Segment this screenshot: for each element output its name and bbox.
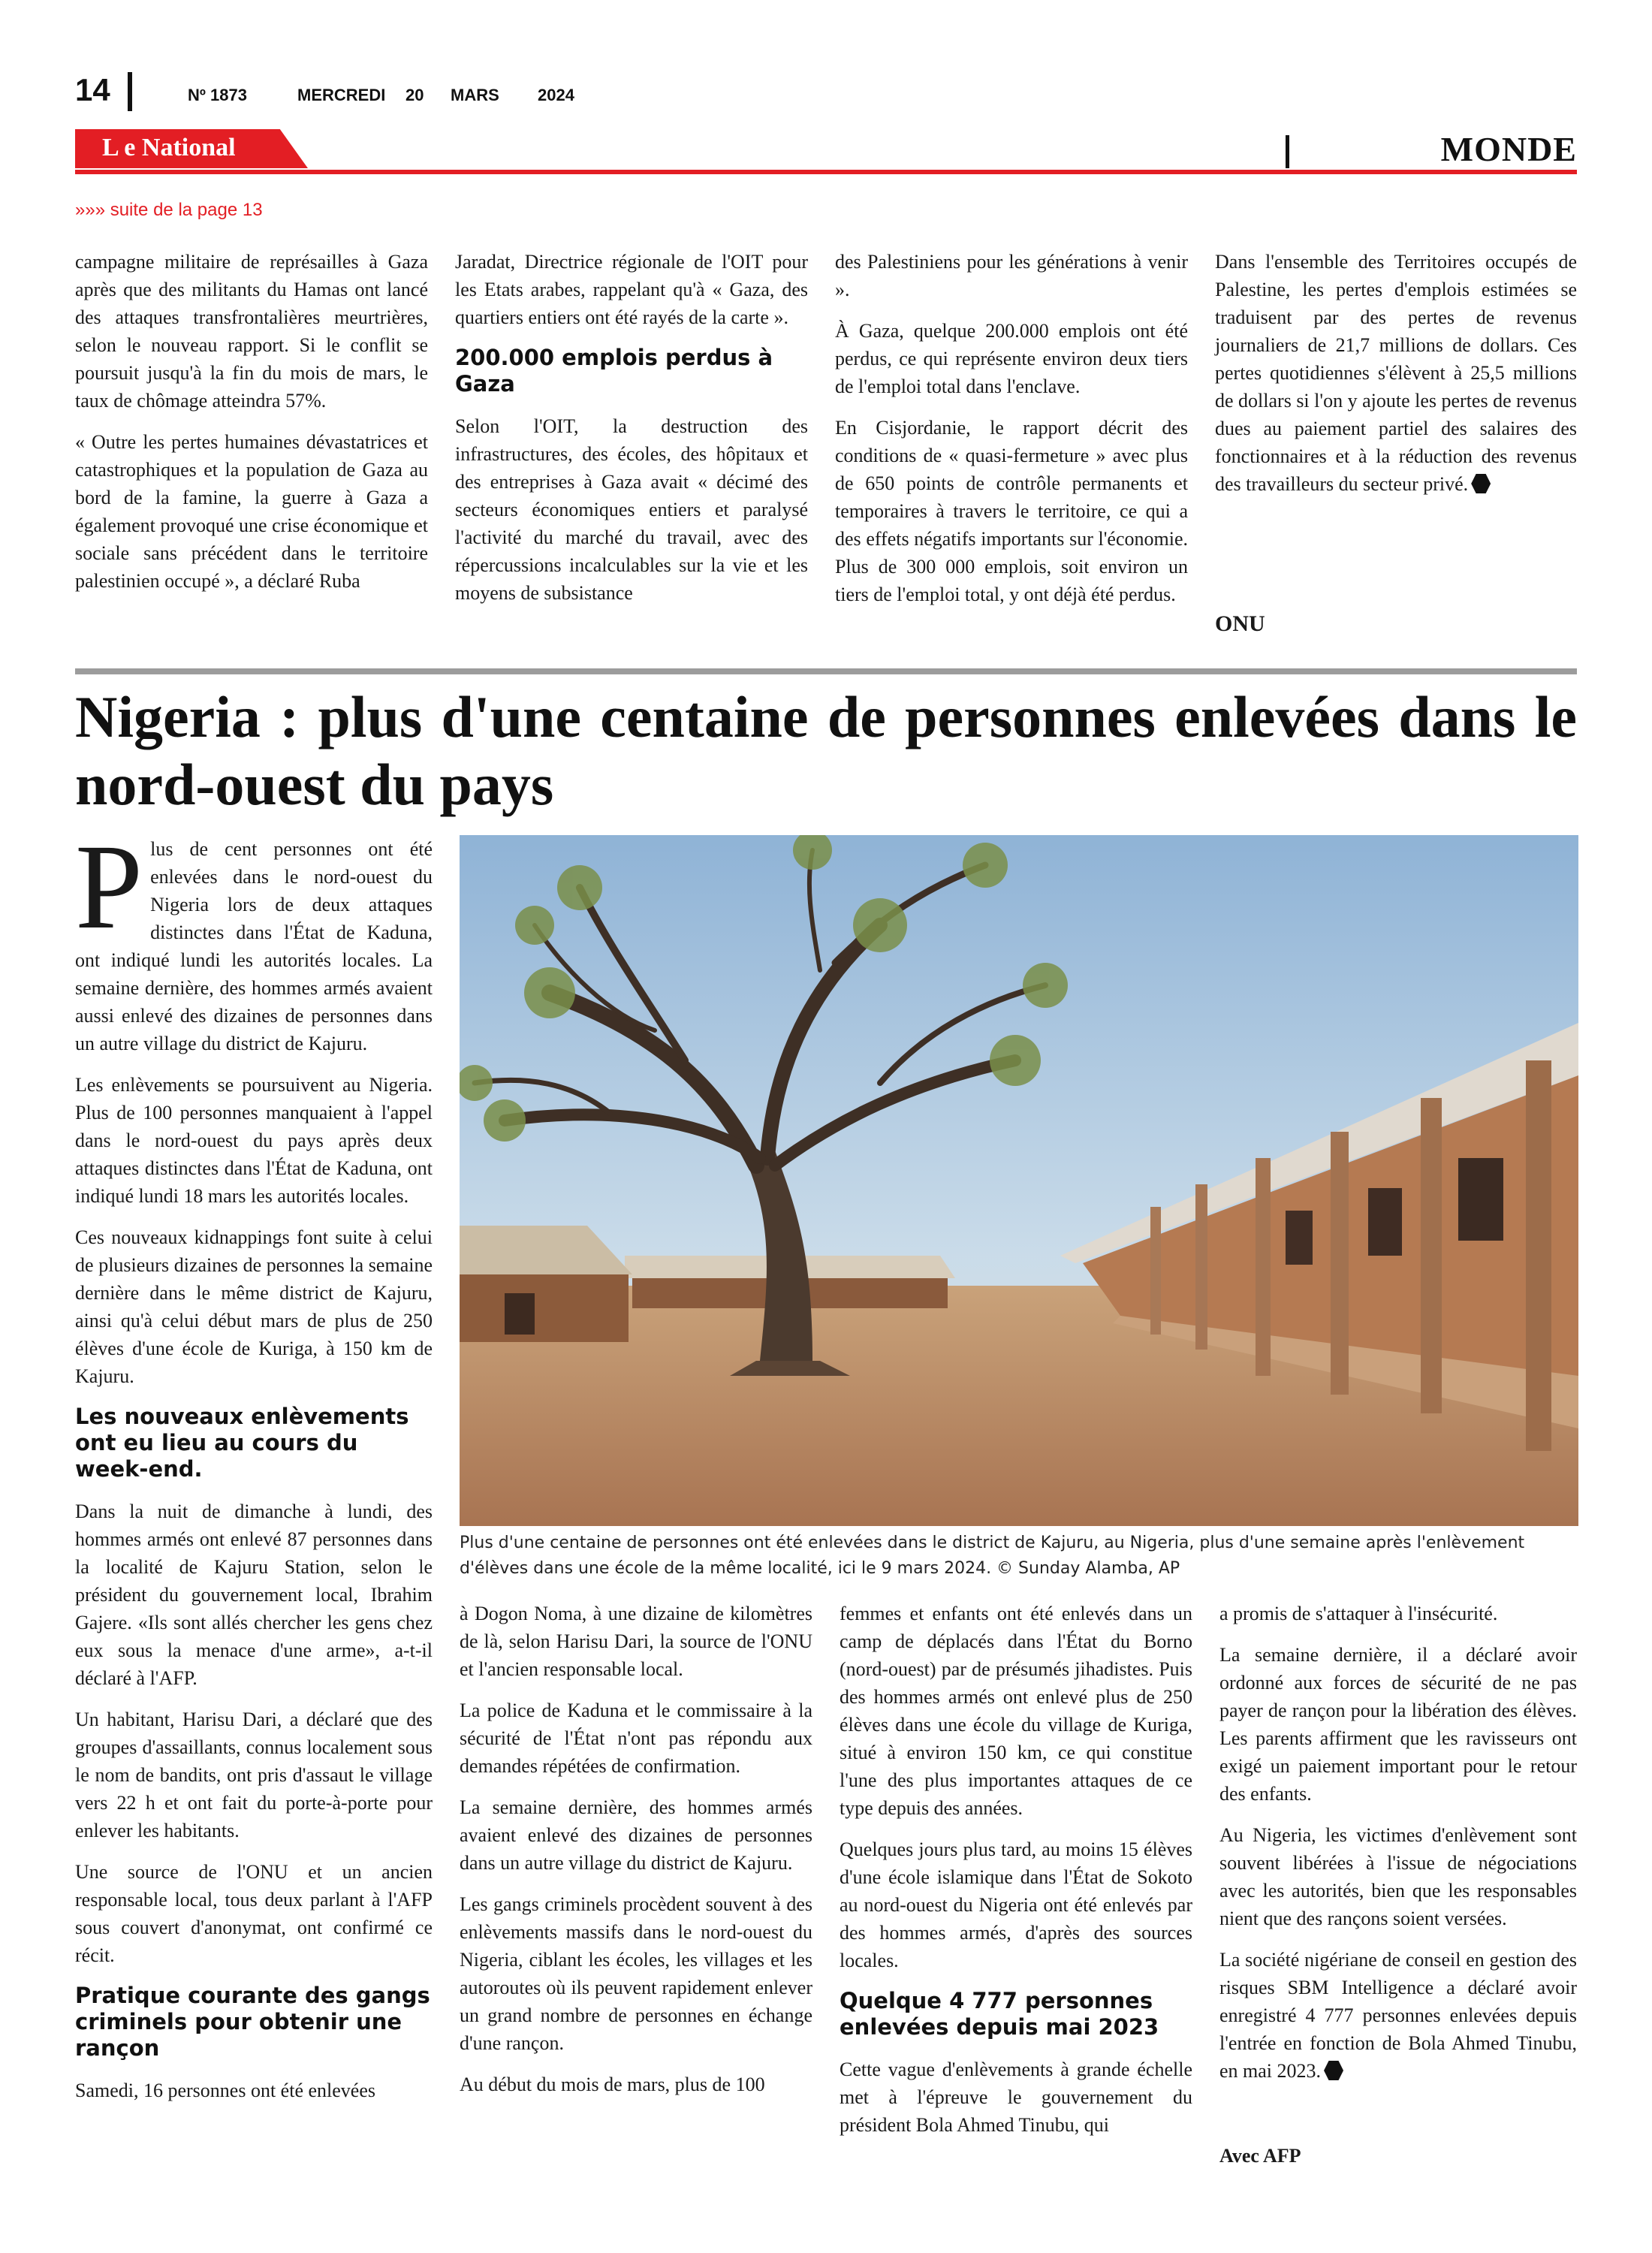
issue-day: MERCREDI: [297, 86, 386, 104]
top-article-column-4: [1215, 248, 1577, 511]
paragraph: [1215, 248, 1577, 498]
top-article-column-2: [455, 248, 808, 620]
lead-paragraph: [75, 820, 433, 1057]
subheading: Pratique courante des gangs criminels pour obtenir une rançon: [75, 1983, 430, 2061]
paragraph-text: Dans l'ensemble des Territoires occupés de Palestine, les pertes d'emplois estimées se traduisent par des pertes de revenus journaliers de 21,7 millions de dollars. Ces pertes quotidiennes s'élèvent à 25,5 millions de dollars si l'on y ajoute les pertes de revenus dues au paiement partiel des salaires des fonctionnaires et à la réduction des revenus des travailleurs du secteur privé.: [1215, 251, 1577, 495]
paragraph: Une source de l'ONU et un ancien responsable local, tous deux parlant à l'AFP sous couvert d'anonymat, ont confirmé ce récit.: [75, 1861, 433, 1966]
issue-number: Nº 1873: [188, 86, 247, 104]
article-headline: Nigeria : plus d'une centaine de personnes enlevées dans le nord-ouest du pays: [75, 684, 1577, 817]
continued-from-note: »»» suite de la page 13: [75, 200, 263, 220]
paragraph: Dans la nuit de dimanche à lundi, des hommes armés ont enlevé 87 personnes dans la localité de Kajuru Station, selon le président du gouvernement local, Ibrahim Gajere. «Ils sont allés chercher les gens chez eux sous la menace d'une arme», a-t-il déclaré à l'AFP.: [75, 1500, 433, 1689]
page-number: 14: [75, 72, 110, 107]
paragraph-text: lus de cent personnes ont été enlevées dans le nord-ouest du Nigeria lors de deux attaques distinctes dans l'État de Kaduna, ont indiqué lundi les autorités locales. La semaine dernière, des hommes armés avaient aussi enlevé des dizaines de personnes dans un autre village du district de Kajuru.: [75, 838, 433, 1054]
paragraph: Les gangs criminels procèdent souvent à des enlèvements massifs dans le nord-ouest du Nigeria, ciblant les écoles, les villages et les autoroutes où ils peuvent rapidement enlever un grand nombre de personnes en échange d'une rançon.: [460, 1893, 812, 2054]
top-article-column-3: [835, 248, 1188, 622]
school-courtyard-photo: [460, 835, 1578, 1526]
paragraph: La semaine dernière, il a déclaré avoir ordonné aux forces de sécurité de ne pas payer de rançon pour la libération des élèves. Les parents affirment que les ravisseurs ont exigé un paiement important pour le retour des enfants.: [1219, 1644, 1577, 1805]
paragraph: Ces nouveaux kidnappings font suite à celui de plusieurs dizaines de personnes la semaine dernière dans le même district de Kajuru, ainsi qu'à celui début mars de plus de 250 élèves d'une école de Kuriga, à 150 km de Kajuru.: [75, 1226, 433, 1387]
article-signature: ONU: [1215, 611, 1265, 636]
paragraph: campagne militaire de représailles à Gaza après que des militants du Hamas ont lancé des attaques transfrontalières meurtrières, selon le nouveau rapport. Si le conflit se poursuit jusqu'à la fin du mois de mars, le taux de chômage atteindra 57%.: [75, 251, 428, 412]
issue-month: MARS: [451, 86, 499, 104]
main-article-column-4: [1219, 1600, 1577, 2098]
paragraph: Cette vague d'enlèvements à grande échelle met à l'épreuve le gouvernement du président Bola Ahmed Tinubu, qui: [840, 2058, 1192, 2136]
paragraph: La police de Kaduna et le commissaire à la sécurité de l'État n'ont pas répondu aux demandes répétées de confirmation.: [460, 1700, 812, 1777]
paragraph-text: La société nigériane de conseil en gestion des risques SBM Intelligence a déclaré avoir enregistré 4 777 personnes enlevées depuis l'entrée en fonction de Bola Ahmed Tinubu, en mai 2023.: [1219, 1949, 1577, 2082]
article-separator-rule: [75, 668, 1577, 674]
main-article-column-2: [460, 1600, 812, 2112]
header-red-rule: [75, 170, 1577, 174]
paragraph: En Cisjordanie, le rapport décrit des conditions de « quasi-fermeture » avec plus de 650 points de contrôle permanents et temporaires à travers le territoire, ce qui a des effets négatifs importants sur l'économie. Plus de 300 000 emplois, soit environ un tiers de l'emploi total, y ont déjà été perdus.: [835, 417, 1188, 605]
article-photo: [460, 835, 1578, 1526]
top-article-column-1: [75, 248, 428, 608]
paragraph: Jaradat, Directrice régionale de l'OIT pour les Etats arabes, rappelant qu'à « Gaza, des quartiers entiers ont été rayés de la carte ».: [455, 251, 808, 328]
main-article-column-1: [75, 820, 433, 2118]
paragraph: Quelques jours plus tard, au moins 15 élèves d'une école islamique dans l'État de Sokoto au nord-ouest du Nigeria ont été enlevés par des hommes armés, d'après des sources locales.: [840, 1838, 1192, 1971]
paragraph: [1219, 1946, 1577, 2085]
paragraph: femmes et enfants ont été enlevés dans un camp de déplacés dans l'État du Borno (nord-ouest) par de présumés jihadistes. Puis des hommes armés ont enlevé plus de 250 élèves dans une école du village de Kuriga, situé à environ 150 km, ce qui constitue l'une des plus importantes attaques de ce type depuis des années.: [840, 1603, 1192, 1819]
paragraph: a promis de s'attaquer à l'insécurité.: [1219, 1603, 1498, 1624]
paragraph: « Outre les pertes humaines dévastatrices et catastrophiques et la population de Gaza au bord de la famine, la guerre à Gaza a également provoqué une crise économique et sociale sans précédent dans le territoire palestinien occupé », a déclaré Ruba: [75, 431, 428, 592]
section-name: MONDE: [1440, 130, 1577, 168]
subheading: Les nouveaux enlèvements ont eu lieu au cours du week-end.: [75, 1404, 409, 1482]
drop-cap: P: [75, 820, 143, 955]
paragraph: La semaine dernière, des hommes armés avaient enlevé des dizaines de personnes dans un autre village du district de Kajuru.: [460, 1796, 812, 1874]
paragraph: des Palestiniens pour les générations à venir ».: [835, 251, 1188, 300]
article-signature: Avec AFP: [1219, 2145, 1301, 2167]
subheading: 200.000 emplois perdus à Gaza: [455, 345, 773, 397]
paragraph: Selon l'OIT, la destruction des infrastructures, des écoles, des hôpitaux et des entreprises à Gaza avait « décimé des secteurs économiques entiers et paralysé l'activité du marché du travail, avec des répercussions incalculables sur la vie et les moyens de subsistance: [455, 415, 808, 604]
main-article-column-3: [840, 1600, 1192, 2152]
issue-year: 2024: [538, 86, 574, 104]
subheading: Quelque 4 777 personnes enlevées depuis mai 2023: [840, 1988, 1159, 2040]
paragraph: à Dogon Noma, à une dizaine de kilomètres de là, selon Harisu Dari, la source de l'ONU et l'ancien responsable local.: [460, 1603, 812, 1680]
end-mark-icon: [1324, 2061, 1343, 2080]
page-number-divider: [128, 72, 132, 111]
brand-name: L e National: [102, 134, 236, 161]
paragraph: Au début du mois de mars, plus de 100: [460, 2074, 765, 2095]
paragraph: À Gaza, quelque 200.000 emplois ont été perdus, ce qui représente environ deux tiers de l'emploi total dans l'enclave.: [835, 320, 1188, 397]
photo-caption: Plus d'une centaine de personnes ont été enlevées dans le district de Kajuru, au Nigeria, plus d'une semaine après l'enlèvement d'élèves dans une école de la même localité, ici le 9 mars 2024. © Sunday Alamba, AP: [460, 1534, 1525, 1578]
issue-date-number: 20: [405, 86, 424, 104]
paragraph: Samedi, 16 personnes ont été enlevées: [75, 2080, 375, 2101]
paragraph: Un habitant, Harisu Dari, a déclaré que des groupes d'assaillants, connus localement sous le nom de bandits, ont pris d'assaut le village vers 22 h et ont fait du porte-à-porte pour enlever les habitants.: [75, 1709, 433, 1841]
paragraph: Au Nigeria, les victimes d'enlèvement sont souvent libérées à l'issue de négociations avec les autorités, bien que les responsables nient que des rançons soient versées.: [1219, 1824, 1577, 1929]
section-divider: [1286, 135, 1289, 168]
paragraph: Les enlèvements se poursuivent au Nigeria. Plus de 100 personnes manquaient à l'appel dans le nord-ouest du pays après deux attaques distinctes dans l'État de Kaduna, ont indiqué lundi 18 mars les autorités locales.: [75, 1074, 433, 1207]
end-mark-icon: [1471, 474, 1491, 493]
